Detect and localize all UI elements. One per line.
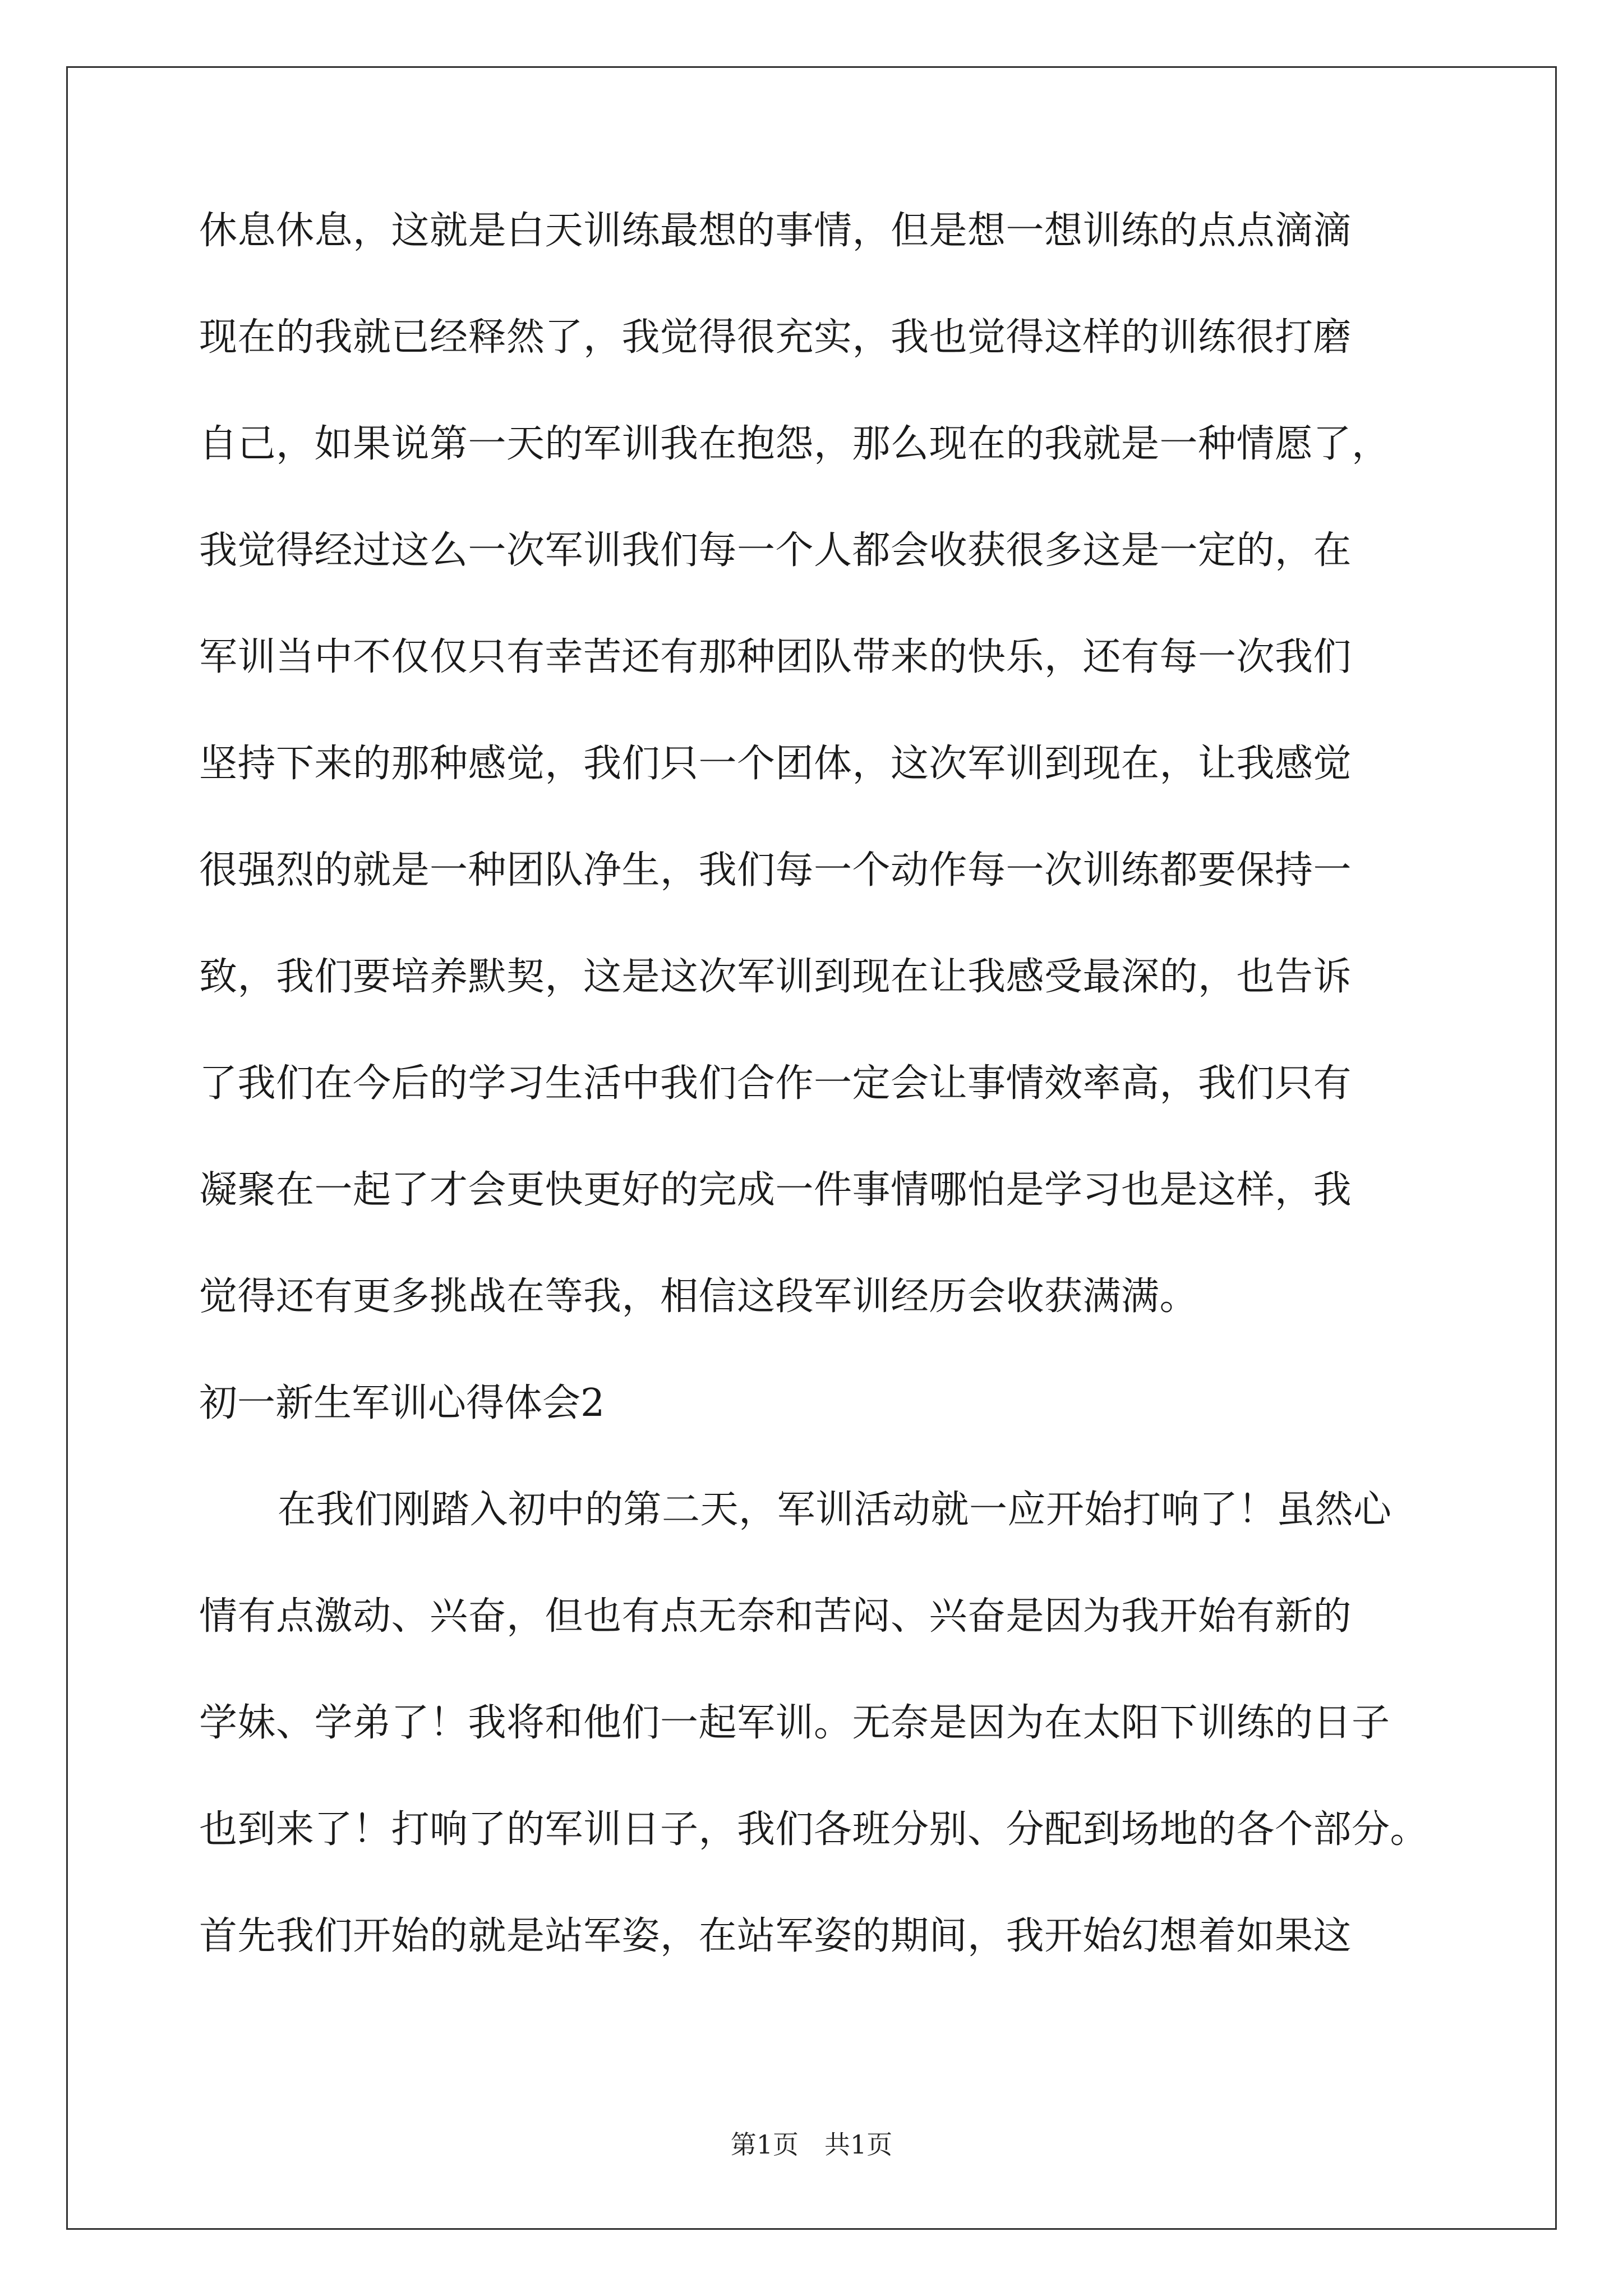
text-line: 休息休息，这就是白天训练最想的事情，但是想一想训练的点点滴滴 (199, 209, 1352, 253)
document-body (199, 209, 1433, 2024)
text-line: 坚持下来的那种感觉，我们只一个团体，这次军训到现在，让我感觉 (199, 742, 1352, 786)
text-line: 现在的我就已经释然了，我觉得很充实，我也觉得这样的训练很打磨 (199, 315, 1352, 360)
section-heading: 初一新生军训心得体会2 (199, 1381, 605, 1425)
text-line: 自己，如果说第一天的军训我在抱怨，那么现在的我就是一种情愿了， (199, 422, 1390, 466)
text-line: 首先我们开始的就是站军姿，在站军姿的期间，我开始幻想着如果这 (199, 1914, 1352, 1958)
text-line: 学妹、学弟了！我将和他们一起军训。无奈是因为在太阳下训练的日子 (199, 1701, 1390, 1745)
text-line: 觉得还有更多挑战在等我，相信这段军训经历会收获满满。 (199, 1274, 1198, 1319)
text-line: 在我们刚踏入初中的第二天，军训活动就一应开始打响了！虽然心 (278, 1488, 1392, 1532)
text-line: 情有点激动、兴奋，但也有点无奈和苦闷、兴奋是因为我开始有新的 (199, 1594, 1352, 1639)
text-line: 很强烈的就是一种团队净生，我们每一个动作每一次训练都要保持一 (199, 848, 1352, 892)
text-line: 军训当中不仅仅只有幸苦还有那种团队带来的快乐，还有每一次我们 (199, 635, 1352, 679)
text-line: 了我们在今后的学习生活中我们合作一定会让事情效率高，我们只有 (199, 1061, 1352, 1106)
text-line: 凝聚在一起了才会更快更好的完成一件事情哪怕是学习也是这样，我 (199, 1168, 1352, 1212)
text-line: 也到来了！打响了的军训日子，我们各班分别、分配到场地的各个部分。 (199, 1807, 1429, 1852)
text-line: 致，我们要培养默契，这是这次军训到现在让我感受最深的，也告诉 (199, 955, 1352, 999)
page-footer: 第1页 共1页 (730, 2129, 893, 2160)
text-line: 我觉得经过这么一次军训我们每一个人都会收获很多这是一定的，在 (199, 528, 1352, 573)
